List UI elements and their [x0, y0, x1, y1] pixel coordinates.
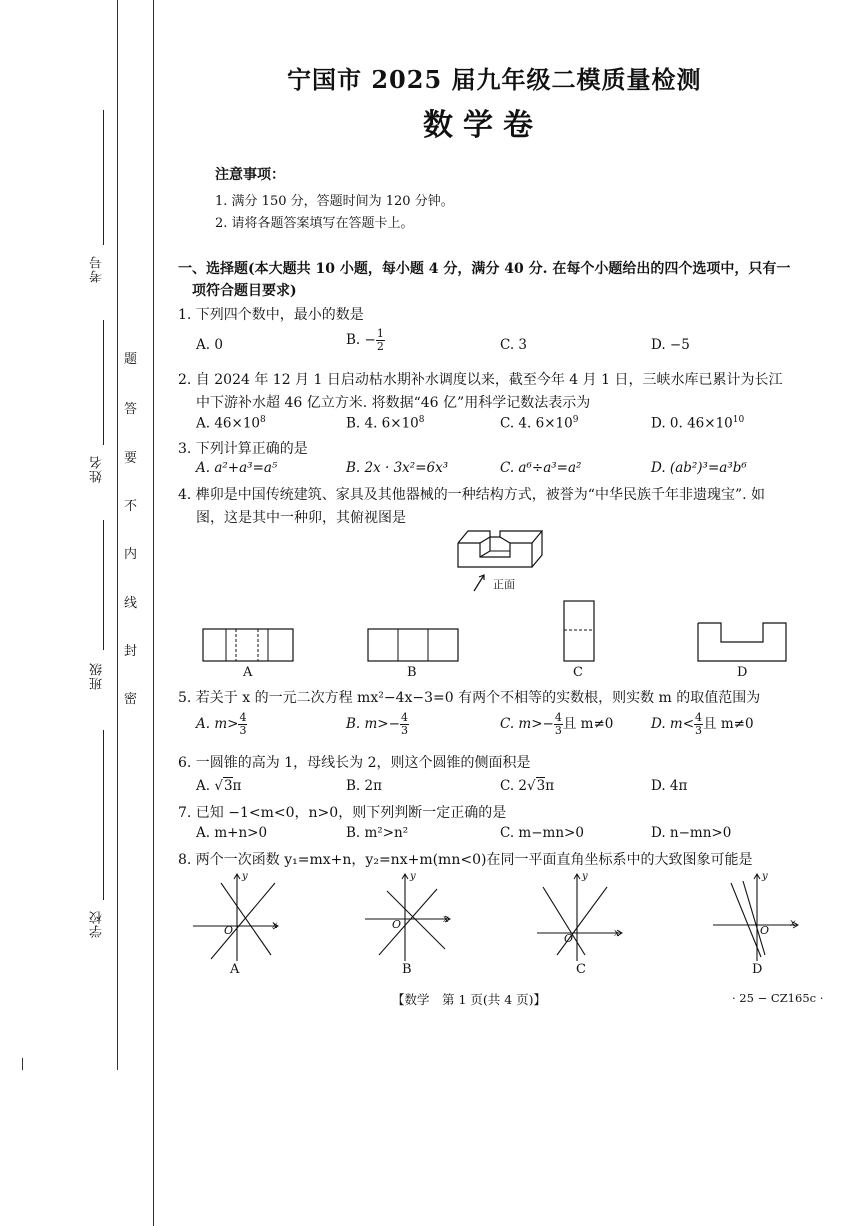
graph-b-y: y [410, 871, 416, 882]
question-5-option-b: B. m>− $\frac{4}{3}$ [346, 711, 408, 737]
question-5-option-d: D. m< $\frac{4}{3}$ 且 m≠0 [651, 711, 754, 737]
question-4-line-2: 图，这是其中一种卯，其俯视图是 [196, 510, 406, 526]
q4-label-c: C [573, 665, 583, 680]
question-5-stem: 5. 若关于 x 的一元二次方程 mx²−4x−3=0 有两个不相等的实数根，则实数 m 的取值范围为 [178, 690, 761, 706]
seal-char-7: 封 [124, 644, 138, 659]
exam-title: 宁国市 2025 届九年级二模质量检测 [287, 65, 702, 94]
question-6-stem: 6. 一圆锥的高为 1，母线长为 2，则这个圆锥的侧面积是 [178, 755, 531, 771]
name-label: 姓名 [90, 455, 105, 483]
question-7-option-c: C. m−mn>0 [500, 825, 584, 841]
q8-label-c: C [576, 962, 586, 977]
question-6-option-b: B. 2π [346, 778, 382, 794]
seal-char-3: 要 [124, 451, 138, 466]
question-4-line-1: 4. 榫卯是中国传统建筑、家具及其他器械的一种结构方式，被誉为“中华民族千年非遗瑰宝”. 如 [178, 487, 766, 503]
graph-a-x: x [272, 920, 278, 931]
option-b-figure [367, 628, 459, 662]
question-3-option-a: A. a²+a³=a⁵ [196, 460, 278, 476]
note-item-2: 2. 请将各题答案填写在答题卡上。 [215, 216, 414, 231]
question-1-fraction: $\frac{1}{2}$ [376, 327, 384, 353]
question-6-option-d: D. 4π [651, 778, 688, 794]
subject-title: 数学卷 [423, 108, 543, 143]
graph-d-y: y [762, 871, 768, 882]
graph-a-y: y [242, 871, 248, 882]
question-1-stem: 1. 下列四个数中，最小的数是 [178, 307, 364, 323]
question-7-stem: 7. 已知 −1<m<0，n>0，则下列判断一定正确的是 [178, 805, 507, 821]
graph-a [193, 873, 283, 963]
question-8-stem: 8. 两个一次函数 y₁=mx+n，y₂=nx+m(mn<0)在同一平面直角坐标系中的大致图象可能是 [178, 852, 753, 868]
question-1-option-d: D. −5 [651, 337, 690, 353]
section1-heading-cont: 项符合题目要求) [192, 283, 297, 299]
question-2-option-b: B. 4. $6\times 10^8$ [346, 415, 425, 432]
seal-char-4: 不 [124, 499, 138, 514]
name-blank [103, 320, 104, 445]
question-2-line-1: 2. 自 2024 年 12 月 1 日启动枯水期补水调度以来，截至今年 4 月 1 日，三峡水库已累计为长江 [178, 372, 783, 388]
graph-d-x: x [790, 918, 796, 929]
question-7-option-a: A. m+n>0 [196, 825, 268, 841]
graph-c-y: y [582, 871, 588, 882]
graph-c [537, 873, 627, 963]
q4-label-d: D [737, 665, 748, 680]
seal-char-2: 答 [124, 402, 138, 417]
note-item-1: 1. 满分 150 分，答题时间为 120 分钟。 [215, 194, 454, 209]
option-a-figure [202, 628, 294, 662]
q8-label-d: D [752, 962, 763, 977]
question-7-option-b: B. m²>n² [346, 825, 409, 841]
question-7-option-d: D. n−mn>0 [651, 825, 732, 841]
question-1-option-a: A. 0 [196, 337, 223, 353]
q8-label-a: A [230, 962, 240, 977]
section1-heading: 一、选择题(本大题共 10 小题，每小题 4 分，满分 40 分. 在每个小题给出的四个选项中，只有一 [178, 261, 791, 277]
q4-label-b: B [407, 665, 417, 680]
q4-label-a: A [243, 665, 253, 680]
question-1-option-b [346, 328, 385, 353]
page-footer: 【数学 第 1 页(共 4 页)】 [392, 992, 547, 1007]
front-view-label: 正面 [493, 578, 515, 591]
question-3-option-d: D. (ab²)³=a³b⁶ [651, 460, 747, 476]
class-label: 班级 [90, 662, 105, 690]
margin-line-outer [117, 0, 118, 1070]
graph-b-x: x [443, 914, 449, 925]
graph-c-x: x [614, 928, 620, 939]
question-2-line-2: 中下游补水超 46 亿立方米. 将数据“46 亿”用科学记数法表示为 [196, 395, 591, 411]
option-d-figure [697, 622, 787, 662]
question-3-option-c: C. a⁶÷a³=a² [500, 460, 582, 476]
exam-no-label: 考号 [90, 255, 105, 283]
question-2-option-d: D. 0. $46\times 10^{10}$ [651, 415, 745, 432]
question-6-option-a: A. √3π [196, 778, 242, 794]
margin-tick [22, 1058, 23, 1070]
question-3-stem: 3. 下列计算正确的是 [178, 441, 308, 457]
question-5-option-c: C. m>− $\frac{4}{3}$ 且 m≠0 [500, 711, 614, 737]
graph-a-origin: O [224, 924, 234, 937]
exam-no-blank [103, 110, 104, 245]
school-label: 学校 [90, 910, 105, 938]
graph-d-origin: O [760, 924, 770, 937]
notes-heading: 注意事项： [215, 167, 285, 183]
option-c-figure [563, 600, 595, 662]
question-1-option-c: C. 3 [500, 337, 528, 353]
seal-char-5: 内 [124, 547, 138, 562]
school-blank [103, 730, 104, 900]
question-2-option-c: C. 4. $6\times 10^9$ [500, 415, 579, 432]
seal-char-1: 题 [124, 352, 138, 367]
question-5-option-a: A. m> $\frac{4}{3}$ [196, 711, 247, 737]
margin-line-inner [153, 0, 154, 1226]
question-3-option-b: B. 2x · 3x²=6x³ [346, 460, 449, 476]
seal-char-6: 线 [124, 596, 138, 611]
seal-char-8: 密 [124, 692, 138, 707]
paper-code: · 25 − CZ165c · [732, 991, 824, 1005]
class-blank [103, 520, 104, 650]
graph-b-origin: O [392, 918, 402, 931]
question-1-option-b-prefix: B. − [346, 332, 376, 348]
q8-label-b: B [402, 962, 412, 977]
graph-c-origin: O [564, 932, 574, 945]
question-2-option-a: A. $46\times 10^8$ [196, 415, 266, 432]
question-6-option-c: C. 2√3π [500, 778, 555, 794]
graph-b [365, 873, 455, 963]
